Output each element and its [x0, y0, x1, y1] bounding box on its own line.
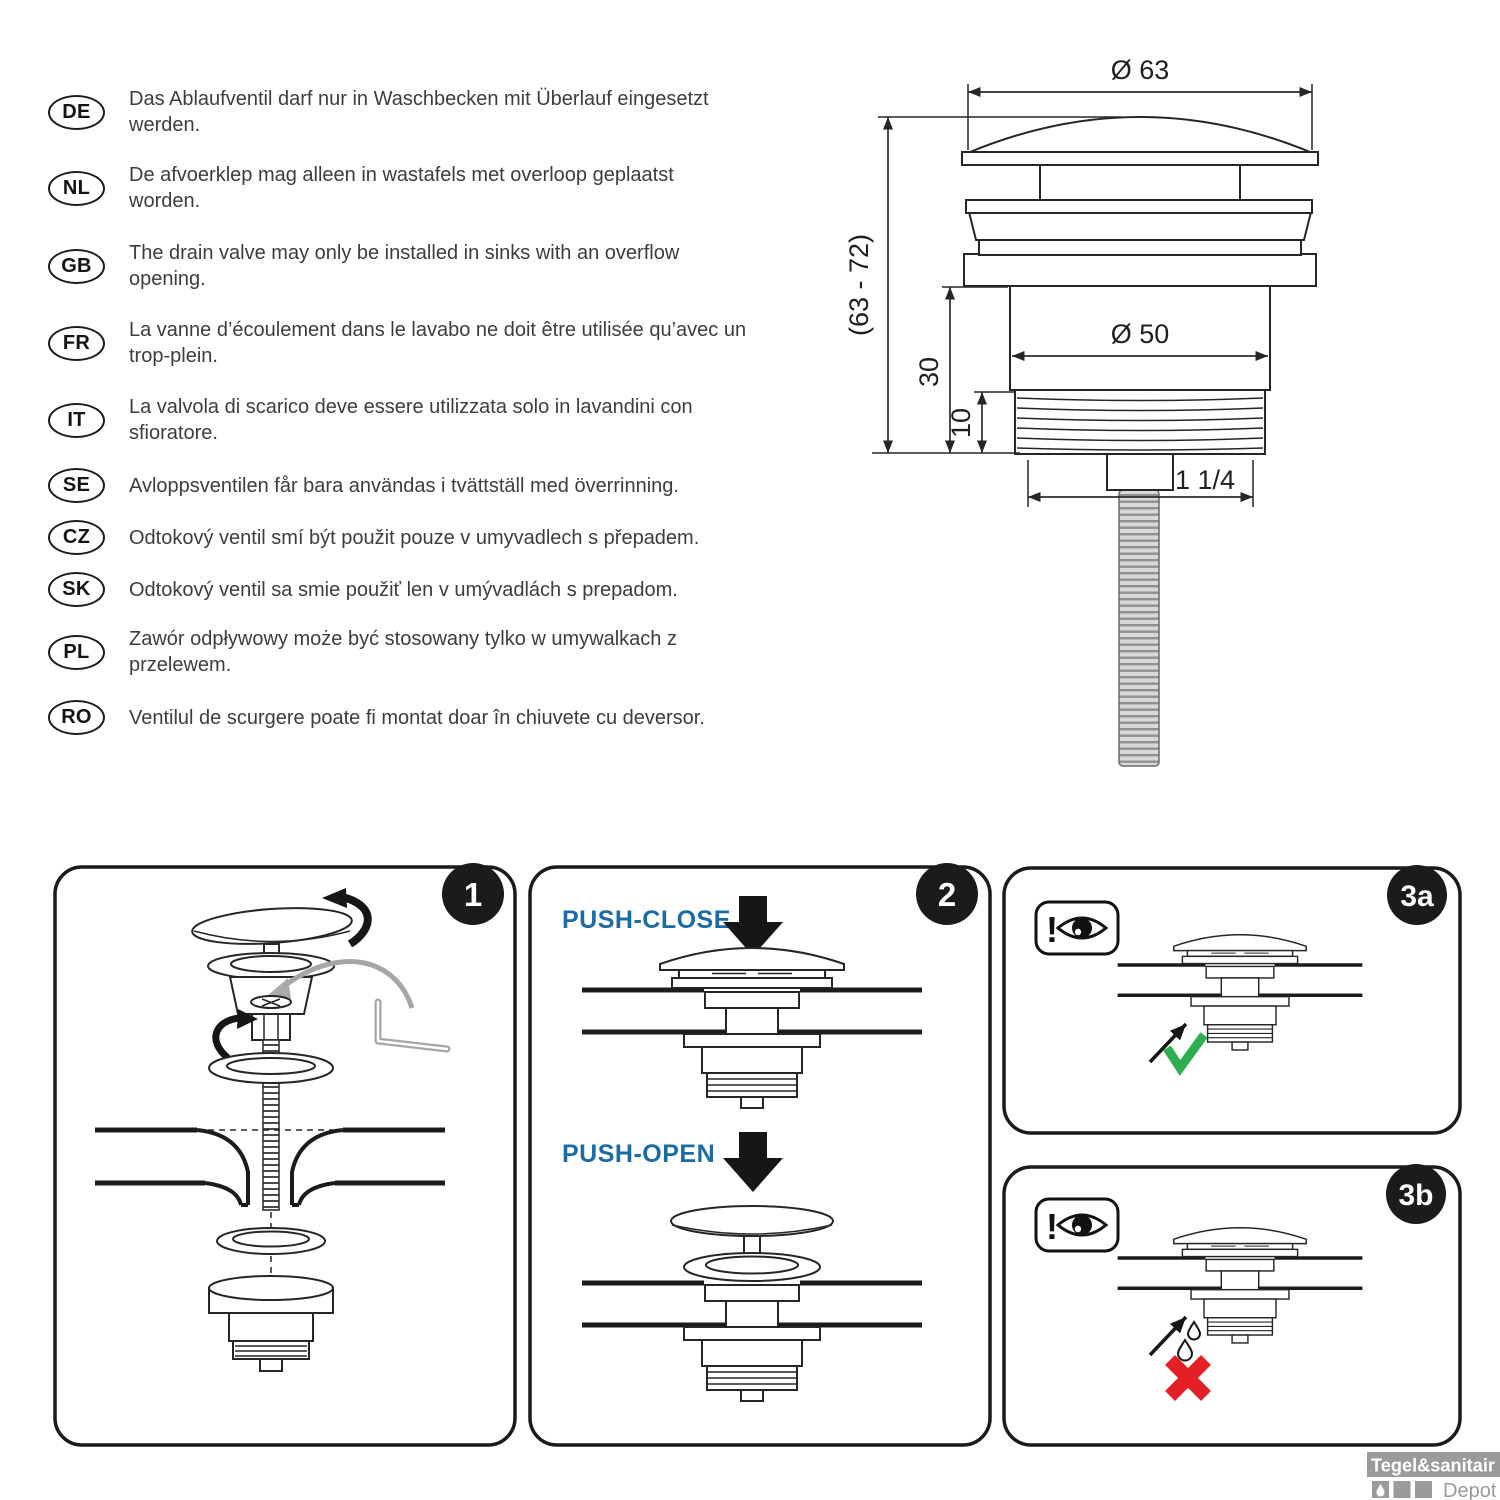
- notice-text-fr: La vanne d’écoulement dans le lavabo ne doit être utilisée qu’avec un trop-plein.: [129, 319, 747, 367]
- thread-section: [1015, 390, 1265, 454]
- svg-text:10: 10: [946, 407, 976, 439]
- language-badge-sk: SK: [48, 572, 105, 607]
- svg-text:1 1/4: 1 1/4: [1174, 465, 1236, 495]
- notice-text-se: Avloppsventilen får bara användas i tvättställ med överrinning.: [129, 474, 679, 497]
- cap-plate: [962, 152, 1318, 165]
- cap-dome: [970, 117, 1310, 152]
- language-badge-cz: CZ: [48, 520, 105, 555]
- panel-1-number: 1: [463, 876, 483, 913]
- svg-text:Ø 63: Ø 63: [1110, 55, 1170, 85]
- language-badge-nl: NL: [48, 171, 105, 206]
- notice-text-it: La valvola di scarico deve essere utilizzata solo in lavandini con sfioratore.: [129, 396, 693, 444]
- language-badge-ro: RO: [48, 700, 105, 735]
- watermark-sub: Depot: [1443, 1480, 1497, 1500]
- watermark-logo: [1367, 1452, 1500, 1500]
- language-badge-gb: GB: [48, 249, 105, 284]
- language-badge-se: SE: [48, 468, 105, 503]
- notice-text-cz: Odtokový ventil smí být použit pouze v umyvadlech s přepadem.: [129, 526, 700, 549]
- notice-text-ro: Ventilul de scurgere poate fi montat doar în chiuvete cu deversor.: [129, 706, 705, 729]
- push-close-label: PUSH-CLOSE: [562, 906, 731, 934]
- notice-text-pl: Zawór odpływowy może być stosowany tylko w umywalkach z przelewem.: [129, 628, 677, 676]
- notice-text-de: Das Ablaufventil darf nur in Waschbecken mit Überlauf eingesetzt werden.: [129, 88, 709, 136]
- svg-text:Ø 50: Ø 50: [1110, 319, 1170, 349]
- attention-mark: !: [1046, 909, 1058, 950]
- language-badge-it: IT: [48, 403, 105, 438]
- attention-mark: !: [1046, 1206, 1058, 1247]
- svg-text:30: 30: [914, 356, 944, 388]
- language-badge-pl: PL: [48, 635, 105, 670]
- valve-flange: [964, 254, 1316, 286]
- language-badge-fr: FR: [48, 326, 105, 361]
- technical-drawing: [844, 55, 1318, 766]
- panel-2: [530, 863, 990, 1445]
- panel-1: [55, 863, 515, 1445]
- panel-3a-number: 3a: [1400, 880, 1434, 913]
- watermark-brand: Tegel&sanitair: [1371, 1454, 1495, 1476]
- panel-3b-number: 3b: [1398, 1179, 1434, 1212]
- cap-stem: [1040, 166, 1240, 200]
- threaded-rod: [1119, 490, 1159, 766]
- push-open-label: PUSH-OPEN: [562, 1140, 716, 1168]
- notice-text-sk: Odtokový ventil sa smie použiť len v umývadlách s prepadom.: [129, 578, 678, 601]
- panel-3a: [1004, 865, 1460, 1133]
- panel-3b: [1004, 1164, 1460, 1445]
- notice-text-nl: De afvoerklep mag alleen in wastafels met overloop geplaatst worden.: [129, 164, 674, 212]
- svg-text:(63 - 72): (63 - 72): [844, 233, 874, 337]
- dimension-thread-height: [946, 392, 1014, 453]
- panel-2-number: 2: [937, 876, 957, 913]
- notice-text-gb: The drain valve may only be installed in sinks with an overflow opening.: [129, 242, 680, 290]
- rod-nut: [1107, 454, 1173, 490]
- language-badge-de: DE: [48, 95, 105, 130]
